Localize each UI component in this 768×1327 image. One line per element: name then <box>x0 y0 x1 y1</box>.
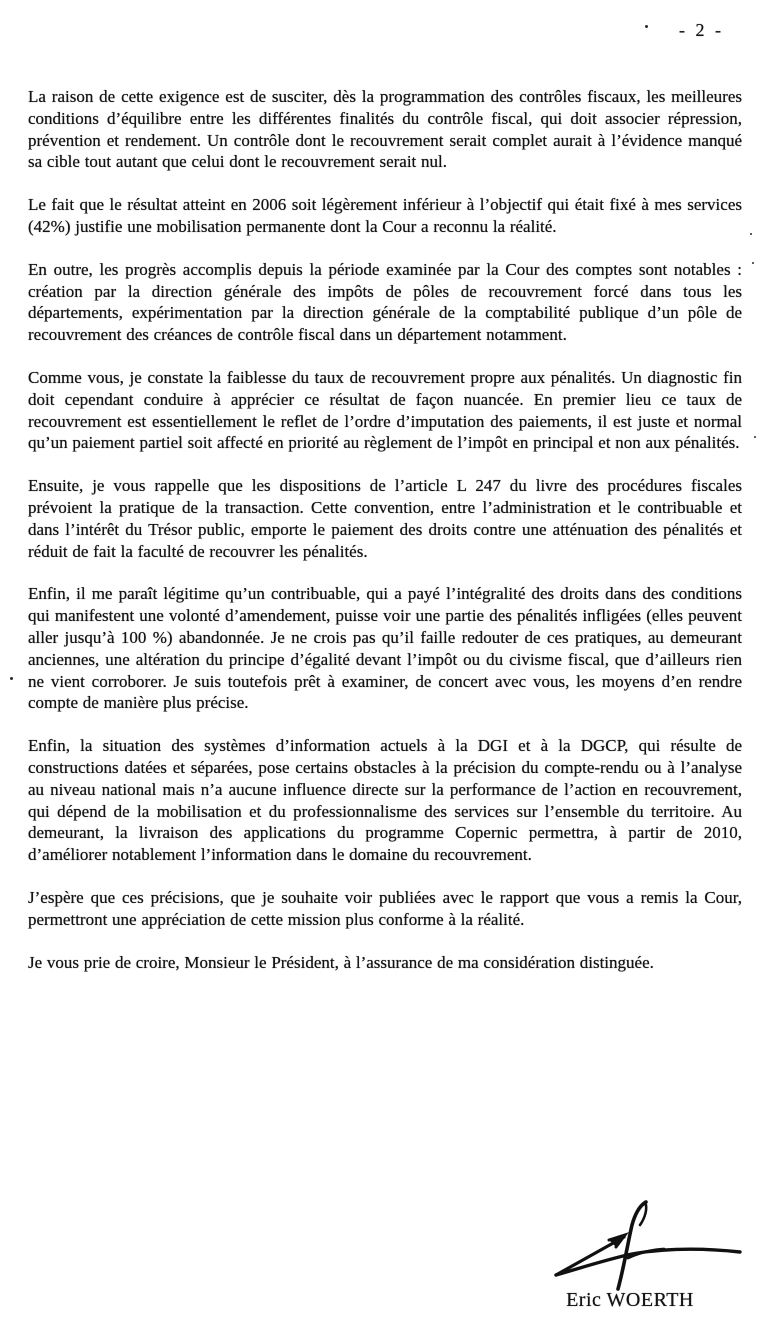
scan-speck <box>752 262 754 264</box>
scan-speck <box>10 677 13 680</box>
signature-scribble-icon <box>532 1192 752 1297</box>
scan-speck <box>645 25 648 28</box>
scan-speck <box>754 436 756 438</box>
letter-paragraph: Ensuite, je vous rappelle que les dispositions de l’article L 247 du livre des procédures fiscales prévoient la pratique de la transaction. Cette convention, entre l’administration et le contribuable et dans l’intérêt du Trésor public, emporte le paiement des droits contre une atténuation des pénalités et réduit de fait la faculté de recouvrer les pénalités. <box>28 476 742 561</box>
letter-paragraph: Le fait que le résultat atteint en 2006 soit légèrement inférieur à l’objectif qui était fixé à mes services (42%) justifie une mobilisation permanente dont la Cour a reconnu la réalité. <box>28 195 742 236</box>
letter-paragraph: J’espère que ces précisions, que je souhaite voir publiées avec le rapport que vous a remis la Cour, permettront une appréciation de cette mission plus conforme à la réalité. <box>28 887 742 929</box>
letter-paragraph: En outre, les progrès accomplis depuis la période examinée par la Cour des comptes sont notables : création par la direction générale des impôts de pôles de recouvrement forcé dans tous les départements, expérimentation par la direction générale de la comptabilité publique d’un pôle de recouvrement des créances de contrôle fiscal dans un département notamment. <box>28 259 742 345</box>
letter-paragraph: Enfin, la situation des systèmes d’information actuels à la DGI et à la DGCP, qui résulte de constructions datées et séparées, pose certains obstacles à la précision du compte-rendu ou à l’analyse au niveau national mais n’a aucune influence directe sur la performance de l’action en recouvrement, qui dépend de la mobilisation et du professionnalisme des services sur l’ensemble du territoire. Au demeurant, la livraison des applications du programme Copernic permettra, à partir de 2010, d’améliorer notablement l’information dans le domaine du recouvrement. <box>28 736 742 865</box>
letter-body <box>28 86 742 994</box>
letter-paragraph: Comme vous, je constate la faiblesse du taux de recouvrement propre aux pénalités. Un diagnostic fin doit cependant conduire à apprécier ce résultat de façon nuancée. En premier lieu ce taux de recouvrement est essentiellement le reflet de l’ordre d’imputation des paiements, il est juste et normal qu’un paiement partiel soit affecté en priorité au règlement de l’impôt en principal et non aux pénalités. <box>28 367 742 453</box>
page-number: - 2 - <box>679 20 724 40</box>
letter-paragraph: La raison de cette exigence est de susciter, dès la programmation des contrôles fiscaux, les meilleures conditions d’équilibre entre les différentes finalités du contrôle fiscal, qui doit associer répression, prévention et rendement. Un contrôle dont le recouvrement serait complet aurait à l’évidence manqué sa cible tout autant que celui dont le recouvrement serait nul. <box>28 87 742 172</box>
scan-speck <box>750 233 752 235</box>
letter-paragraph: Enfin, il me paraît légitime qu’un contribuable, qui a payé l’intégralité des droits dans des conditions qui manifestent une volonté d’amendement, puisse voir une partie des pénalités infligées (elles peuvent aller jusqu’à 100 %) abandonnée. Je ne crois pas qu’il faille redouter de ces pratiques, au demeurant anciennes, une altération du principe d’égalité devant l’impôt ou du civisme fiscal, que d’ailleurs rien ne vient corroborer. Je suis toutefois prêt à examiner, de concert avec vous, les moyens d’en rendre compte de manière plus précise. <box>28 584 742 713</box>
signature-block <box>522 1192 752 1312</box>
letter-paragraph: Je vous prie de croire, Monsieur le Président, à l’assurance de ma considération distinguée. <box>28 952 654 972</box>
signature-name: Eric WOERTH <box>566 1289 694 1311</box>
